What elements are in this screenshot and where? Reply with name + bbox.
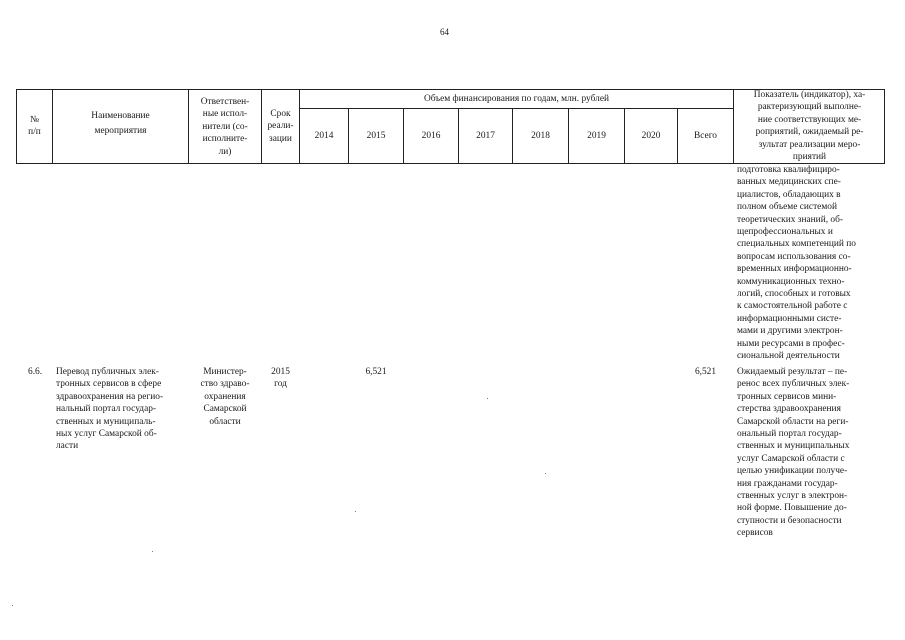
row-term: 2015 год [271, 367, 290, 390]
row-name: Перевод публичных элек- тронных сервисов в сфере здравоохранения на регио- нальный портал государ- ственных и муниципаль- ных услуг Самарской об- ласти [56, 367, 164, 452]
header-num: № п/п [28, 115, 41, 138]
header-year-2014: 2014 [314, 131, 334, 141]
header-year-2019: 2019 [587, 131, 606, 141]
scan-speck [487, 398, 488, 399]
header-indicator: Показатель (индикатор), ха- рактеризующий выполне- ние соответствующих ме- роприятий, ожидаемый ре- зультат реализации меро- приятий [753, 90, 866, 163]
header-year-2016: 2016 [421, 131, 441, 141]
header-total: Всего [694, 131, 717, 141]
continuation-indicator: подготовка квалифициро- ванных медицинских спе- циалистов, обладающих в полном объеме системой теоретических знаний, об- щепрофессиональных и специальных компетенций по вопросам использования со- временных информационно- коммуникационных техно- логий, способных и готовых к самостоятельной работе с информационными систе- мами и другими электрон- ными ресурсами в профес- сиональной деятельности [737, 165, 856, 362]
row-value-total: 6,521 [694, 367, 717, 377]
header-name: Наименование мероприятия [91, 111, 150, 137]
row-indicator: Ожидаемый результат – пе- ренос всех публичных элек- тронных сервисов мини- стерства здравоохранения Самарской области на реги- ональный портал государ- ственных и муниципальных услуг Самарской области с целью унификации получе- ния гражданами государ- ственных услуг в электрон- ной форме. Повышение до- ступности и безопасности сервисов [737, 367, 850, 539]
scan-speck [12, 605, 13, 606]
page-number: 64 [440, 27, 449, 37]
scan-speck [152, 551, 153, 552]
header-year-2017: 2017 [476, 131, 495, 141]
header-term: Срок реали- зации [267, 109, 294, 144]
header-divider [299, 108, 733, 109]
header-executor: Ответствен- ные испол- нители (со- исполните- ли) [200, 97, 250, 157]
scan-speck [545, 473, 546, 474]
header-year-2018: 2018 [531, 131, 550, 141]
header-funding-group: Объем финансирования по годам, млн. рублей [423, 94, 610, 104]
scan-speck [355, 511, 356, 512]
header-year-2020: 2020 [641, 131, 661, 141]
header-year-2015: 2015 [366, 131, 386, 141]
row-executor: Министер- ство здраво- охранения Самарской области [200, 367, 250, 427]
row-number: 6.6. [28, 367, 43, 377]
row-value-2015: 6,521 [365, 367, 387, 377]
